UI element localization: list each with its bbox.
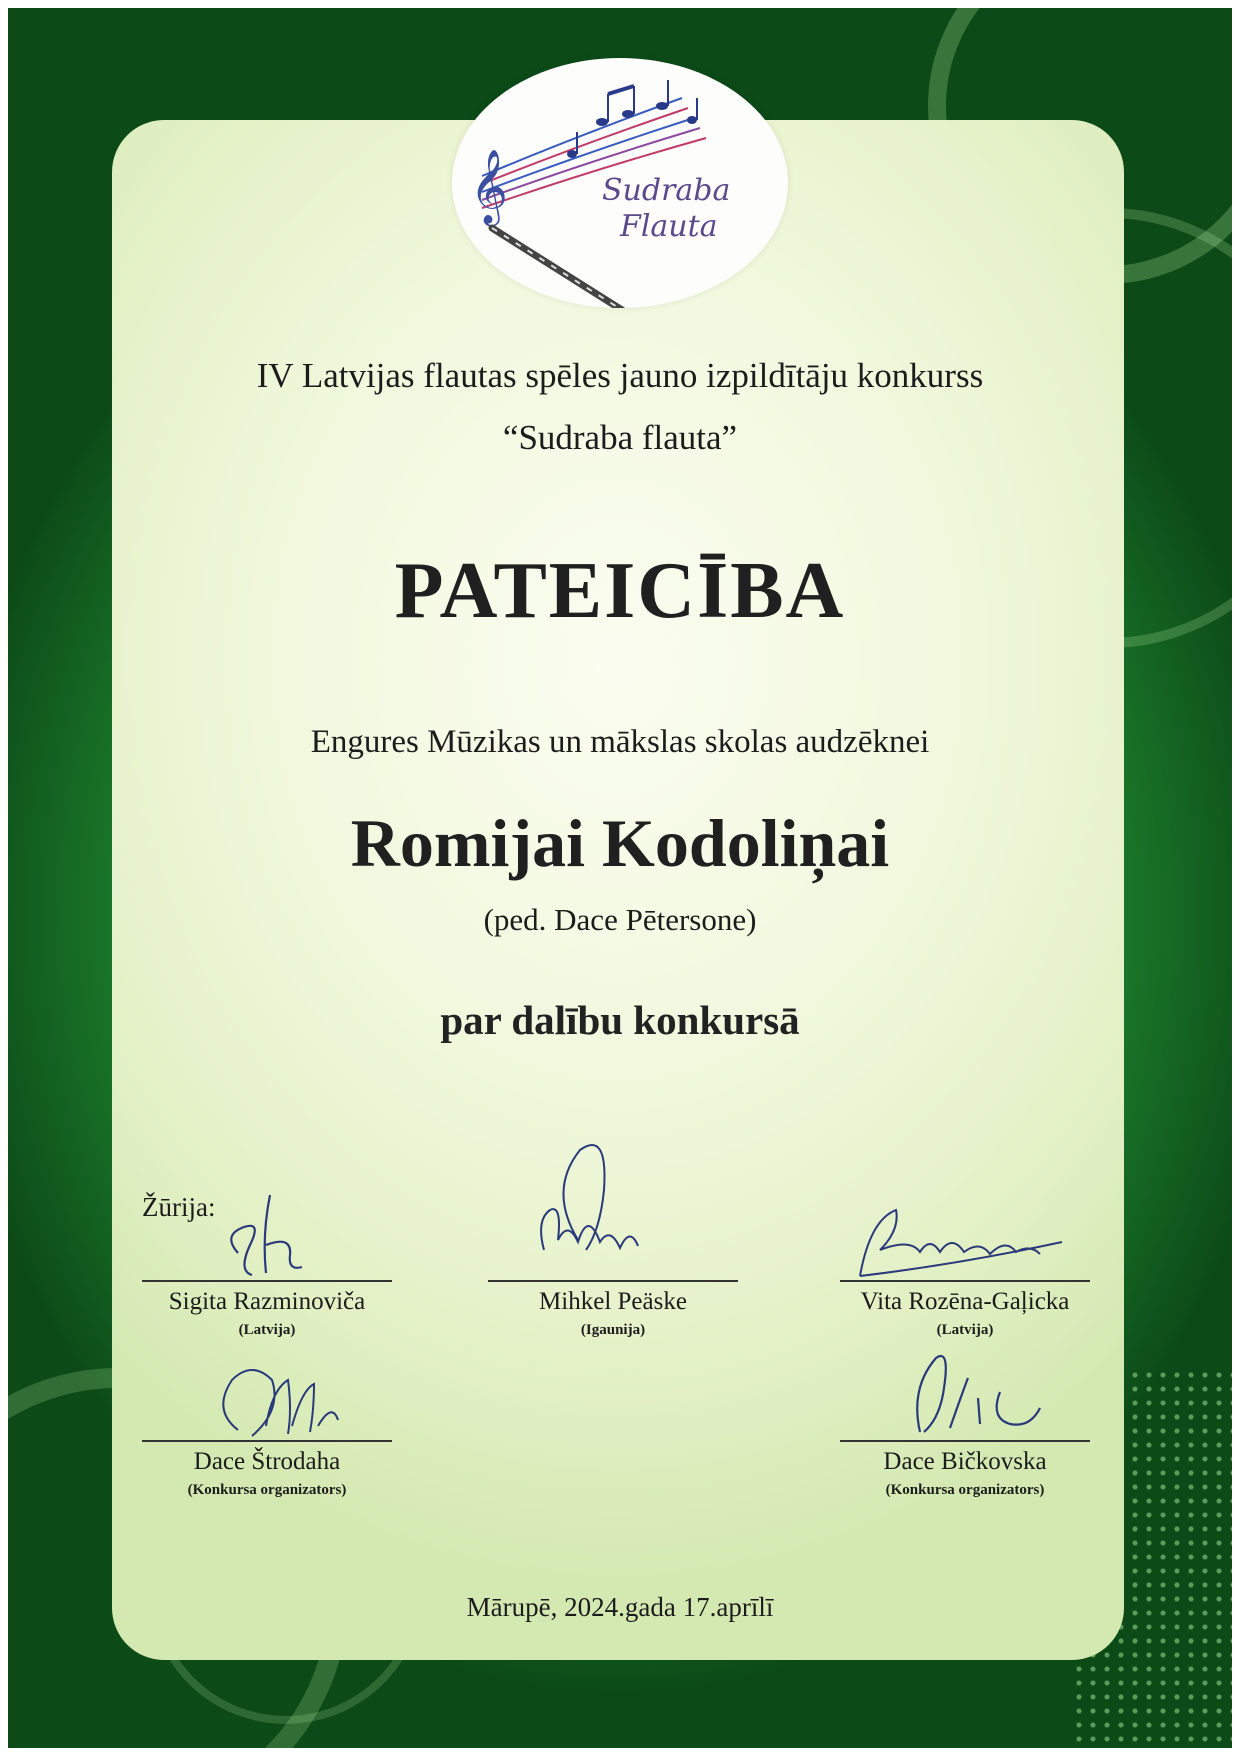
handwritten-signature	[142, 1340, 392, 1450]
place-and-date: Mārupē, 2024.gada 17.aprīlī	[466, 1592, 774, 1622]
organizer-signature-block	[142, 1440, 392, 1499]
handwritten-signature	[840, 1328, 1090, 1448]
jury-signature-block	[142, 1280, 392, 1339]
recipient-school: Engures Mūzikas un mākslas skolas audzēknei	[310, 724, 930, 760]
recipient-teacher: (ped. Dace Pētersone)	[483, 902, 757, 937]
jury-member-name: Vita Rozēna-Gaļicka	[860, 1288, 1070, 1315]
organizer-role: (Konkursa organizators)	[885, 1482, 1045, 1498]
jury-member-name: Sigita Razminoviča	[168, 1288, 366, 1315]
jury-member-name: Mihkel Peäske	[539, 1288, 687, 1315]
svg-text:𝄞: 𝄞	[470, 150, 508, 224]
jury-member-country: (Latvija)	[936, 1322, 994, 1338]
organizer-name: Dace Štrodaha	[193, 1448, 341, 1475]
handwritten-signature	[142, 1175, 392, 1285]
contest-logo	[452, 58, 788, 308]
jury-label: Žūrija:	[142, 1192, 216, 1222]
jury-member-country: (Latvija)	[238, 1322, 296, 1338]
handwritten-signature	[840, 1180, 1090, 1290]
organizer-signature-block	[840, 1440, 1090, 1499]
logo-text-line2: Flauta	[620, 209, 718, 244]
organizer-role: (Konkursa organizators)	[187, 1482, 347, 1498]
award-reason: par dalību konkursā	[440, 997, 800, 1043]
handwritten-signature	[488, 1130, 738, 1290]
logo-text-line1: Sudraba	[602, 173, 731, 208]
contest-name: IV Latvijas flautas spēles jauno izpildītāju konkurss	[256, 356, 984, 395]
organizer-name: Dace Bičkovska	[883, 1448, 1047, 1475]
recipient-name: Romijai Kodoliņai	[350, 805, 890, 881]
certificate-title: PATEICĪBA	[394, 547, 846, 635]
jury-signature-block	[488, 1280, 738, 1339]
contest-subtitle: “Sudraba flauta”	[502, 418, 738, 457]
jury-member-country: (Igaunija)	[580, 1322, 646, 1338]
